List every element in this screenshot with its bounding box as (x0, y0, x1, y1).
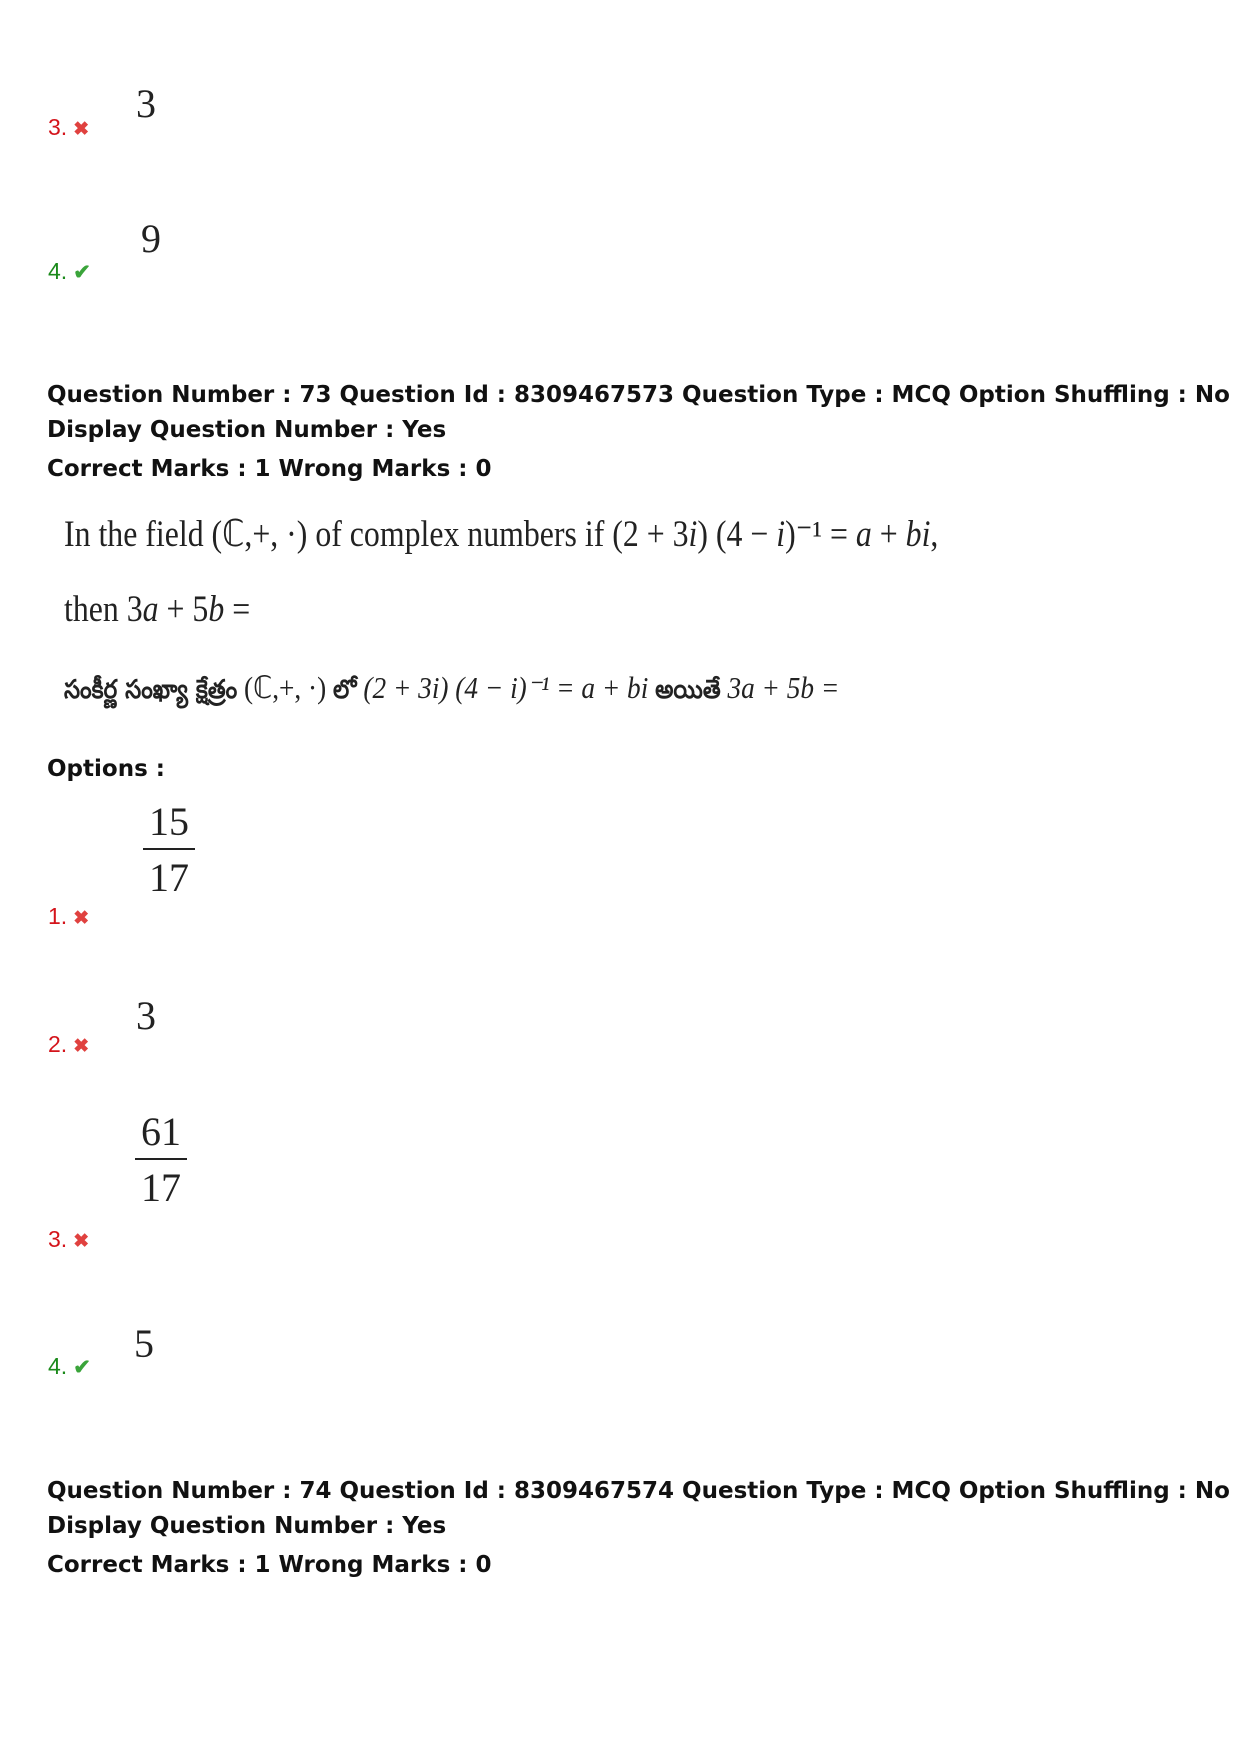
check-icon: ✔ (73, 1356, 91, 1379)
option-number: 3. (48, 114, 68, 140)
option-number: 1. (48, 903, 68, 929)
check-icon: ✔ (73, 261, 91, 284)
q74-meta-line1: Question Number : 74 Question Id : 8309467574 Question Type : MCQ Option Shuffling : No (47, 1478, 1230, 1504)
prev-option-4-value: 9 (141, 216, 161, 261)
cross-icon: ✖ (73, 1231, 90, 1252)
q74-meta (47, 1474, 1230, 1583)
cross-icon: ✖ (73, 1036, 90, 1057)
option-number: 4. (48, 258, 68, 284)
q73-question-line1: In the field (ℂ,+, ·) of complex numbers if (2 + 3i) (4 − i)⁻¹ = a + bi, (64, 514, 939, 555)
q73-question-line2: then 3a + 5b = (64, 589, 251, 630)
options-label: Options : (47, 756, 165, 782)
q74-meta-line2: Display Question Number : Yes (47, 1513, 447, 1539)
q73-option-1-fraction (143, 800, 195, 900)
q73-option-1 (48, 903, 89, 930)
q73-option-3 (48, 1226, 89, 1253)
fraction-bar (143, 848, 195, 850)
denominator: 17 (141, 1165, 181, 1210)
prev-option-3-value: 3 (136, 81, 156, 126)
q73-meta-line2: Display Question Number : Yes (47, 417, 447, 443)
q73-option-4 (48, 1353, 91, 1380)
option-number: 4. (48, 1353, 68, 1379)
q74-meta-line3: Correct Marks : 1 Wrong Marks : 0 (47, 1552, 492, 1578)
option-number: 2. (48, 1031, 68, 1057)
prev-option-4 (48, 258, 91, 285)
cross-icon: ✖ (73, 908, 90, 929)
denominator: 17 (149, 855, 189, 900)
q73-meta (47, 378, 1230, 487)
q73-option-4-value: 5 (134, 1321, 154, 1366)
q73-meta-line3: Correct Marks : 1 Wrong Marks : 0 (47, 456, 492, 482)
q73-question-line3-telugu: సంకీర్ణ సంఖ్యా క్షేత్రం (ℂ,+, ·) లో (2 + 3i) (4 − i)⁻¹ = a + bi అయితే 3a + 5b = (64, 670, 840, 705)
prev-option-3 (48, 114, 89, 141)
cross-icon: ✖ (73, 119, 90, 140)
q73-option-3-fraction (135, 1110, 187, 1210)
numerator: 15 (149, 799, 189, 844)
numerator: 61 (141, 1109, 181, 1154)
q73-option-2 (48, 1031, 89, 1058)
fraction-bar (135, 1158, 187, 1160)
option-number: 3. (48, 1226, 68, 1252)
q73-meta-line1: Question Number : 73 Question Id : 8309467573 Question Type : MCQ Option Shuffling : No (47, 382, 1230, 408)
q73-option-2-value: 3 (136, 993, 156, 1038)
